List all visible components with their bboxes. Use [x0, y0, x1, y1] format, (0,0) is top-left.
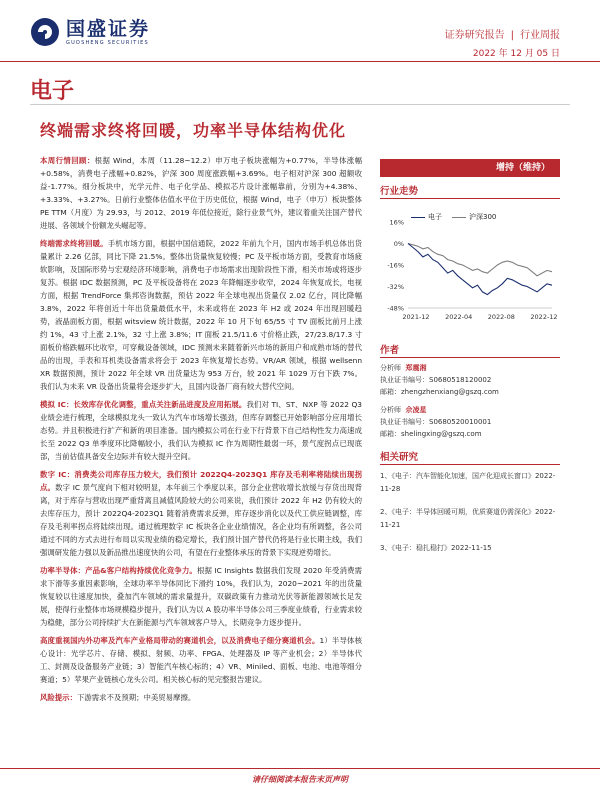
trend-chart: [380, 208, 560, 328]
series-line-1: [408, 244, 552, 276]
legend-label: 电子: [428, 213, 442, 221]
paragraph-lead: 终端需求终将回暖。: [40, 239, 108, 248]
trend-title: 行业走势: [380, 186, 419, 197]
author-name: 佘凌星: [405, 406, 427, 414]
footer-divider: [0, 768, 600, 769]
industry-divider: [30, 104, 570, 105]
author-block: [380, 362, 499, 398]
paragraph-text: 手机市场方面，根据中国信通院，2022 年前九个月，国内市场手机总体出货量累计 2.26 亿部，同比下降 21.5%。整体出货量恢复较慢；PC 及平板市场方面，受教育市场疲软影响，及国际形势与宏观经济环境影响，消费电子市场需求出现阶段性下滑，相关市场或将逐步复苏。根据 IDC 数据预测，PC 及平板设备将在 2023 年降幅逐步收窄，2024 年恢复成长，电视方面，根据 TrendForce 集邦咨询数据，预估 2022 年全球电视出货量仅 2.02 亿台，同比降幅 3.8%，2022 年将创近十年出货量最低水平，未来或将在 2023 年 H2 或 2024 年出现回暖趋势，液晶面板方面，根据 witsview 统计数据，2022 年 10 月下旬 65/55 寸 TV 面板比前月上涨约 1%，43 寸上涨 2.1%，32 寸上涨 3.8%；IT 面板 21.5/11.6 寸价格止跌，27/23.8/17.3 寸面板价格跌幅环比收窄，可穿戴设备领域，IDC 预测未来随着新兴市场的新用户和成熟市场的替代品的出现，手表和耳机类设备需求将会于 2023 年恢复增长态势。VR/AR 领域，根据 wellsenn XR 数据预测，预计 2022 年全球 VR 出货量达为 953 万台，较 2021 年 1029 万台下跌 7%。我们认为未来 VR 设备出货量将会逐步扩大，且国内设备厂商有较大替代空间。: [40, 239, 362, 391]
paragraph: [40, 398, 362, 463]
paragraph-lead: 风险提示：: [40, 693, 77, 702]
related-item[interactable]: 1、《电子：汽车智能化加速，国产化迎成长窗口》2022-11-28: [380, 472, 556, 493]
related-item[interactable]: 2、《电子：半导体回暖可期，优质赛道仍需深化》2022-11-21: [380, 508, 556, 529]
author-name-line: [380, 404, 491, 416]
main-body: [40, 154, 362, 709]
author-email-line: [380, 428, 491, 440]
paragraph: [40, 634, 362, 686]
paragraph-text: 1）半导体核心设计：光学芯片、存储、模拟、射频、功率、FPGA、处理器及 IP 等产业机会；2）半导体代工、封测及设备服务产业链；3）智能汽车核心标的；4）VR、Miniled、面板、电池、电池等细分赛道；5）苹果产业链核心龙头公司。相关核心标的见完整报告建议。: [40, 636, 362, 684]
paragraph-lead: 模拟 IC：长效库存优化调整，重点关注新品进度及应用拓展。: [40, 400, 247, 409]
header-divider: [0, 61, 600, 62]
paragraph-lead: 数字 IC：消费类公司库存压力较大，我们预计 2022Q4-2023Q1 库存及毛利率将陆续出现拐点。: [40, 470, 362, 492]
x-tick-label: 2022-04: [445, 313, 473, 321]
author-role: 分析师: [380, 406, 401, 414]
footer-disclaimer: 请仔细阅读本报告末页声明: [252, 775, 348, 784]
cert-label: 执业证书编号：: [380, 376, 429, 384]
industry-title: 电子: [30, 78, 75, 104]
header-separator: |: [510, 30, 514, 41]
report-date: 2022 年 12 月 05 日: [472, 49, 560, 59]
paragraph: [40, 691, 362, 704]
author-email-line: [380, 386, 499, 398]
y-tick-label: -48%: [387, 304, 404, 313]
paragraph-lead: 本周行情回顾：: [40, 156, 95, 165]
author-cert-line: [380, 374, 499, 386]
paragraph: [40, 237, 362, 393]
paragraph: [40, 468, 362, 559]
related-divider: [380, 464, 560, 465]
author-cert-line: [380, 416, 491, 428]
brand-logo-icon: [30, 17, 60, 47]
author-role: 分析师: [380, 364, 401, 372]
paragraph-text: 下游需求不及预期；中美贸易摩擦。: [76, 693, 196, 702]
paragraph-text: 数字 IC 景气度向下相对较明显，本年前三个季度以来，部分企业营收增长放缓与存货出现背离，对于库存与营收出现严重背离且减值风险较大的公司来说，我们预计 2022 年 H2 仍有较大的去库存压力，预计 2022Q4-2023Q1 随着消费需求反弹，库存逐步消化以及代工供应链调整，库存及毛利率拐点将陆续出现。通过梳理数字 IC 板块各企业业绩情况，各企业均有所调整，各公司通过不同的方式去进行布局以实现业绩的稳定增长，我们预计国产替代仍将是行业长期主线，我们强调研发能力强以及新品推出速度快的公司，有望在行业整体承压的背景下实现逆势增长。: [40, 483, 362, 557]
author-email[interactable]: shelingxing@gszq.com: [401, 430, 482, 438]
paragraph: [40, 154, 362, 232]
y-tick-label: -32%: [387, 283, 404, 291]
paragraph-text: 我们对 TI、ST、NXP 等 2022 Q3 业绩会进行梳理，全球模拟龙头一致认为汽车市场增长强劲，但库存调整已开始影响部分应用增长态势。并且积极进行扩产和新的项目准备。国内模拟公司在行业下行背景下自己结构性发力高速成长至 2022 Q3 单季度环比降幅较小，我们认为模拟 IC 作为周期性最弱一环，景气度拐点已现底部，当前估值具备安全边际并有较大提升空间。: [40, 400, 362, 461]
related-title: 相关研究: [380, 452, 419, 463]
email-label: 邮箱：: [380, 430, 401, 438]
x-tick-label: 2021-12: [402, 313, 430, 321]
report-type-label: 证券研究报告: [444, 30, 505, 41]
report-headline: 终端需求终将回暖，功率半导体结构优化: [40, 121, 347, 140]
report-sub-label: 行业周报: [520, 30, 560, 41]
related-item[interactable]: 3、《电子：稳扎稳打》2022-11-15: [380, 544, 492, 552]
series-line-0: [408, 244, 552, 295]
author-title: 作者: [380, 345, 400, 356]
email-label: 邮箱：: [380, 388, 401, 396]
author-name-line: [380, 362, 499, 374]
report-type: [445, 26, 560, 41]
author-cert: S0680520010001: [429, 418, 492, 426]
author-name: 郑震湘: [405, 364, 427, 372]
author-block: [380, 404, 491, 440]
paragraph: [40, 564, 362, 629]
author-cert: S0680518120002: [429, 376, 492, 384]
paragraph-text: 根据 IC Insights 数据我们发现 2020 年受消费需求下滑等多重因素影响，全球功率半导体同比下滑约 10%，我们认为，2020~2021 年的出货量恢复较以往速度加快，叠加汽车领域的需求量提升，双碳政策有力推动光伏等新能源领域长足发展，使得行业整体市场规模稳步提升，我们认为以 A 股功率半导体公司三季度业绩看，行业需求较为稳健，部分公司持续扩大在新能源与汽车领域客户导入，长期竞争力逐步提升。: [40, 566, 362, 627]
paragraph-lead: 功率半导体：产品&客户结构持续优化竞争力。: [40, 566, 197, 575]
brand-logo: [30, 17, 150, 47]
cert-label: 执业证书编号：: [380, 418, 429, 426]
y-tick-label: 0%: [393, 240, 404, 248]
x-tick-label: 2022-12: [530, 313, 558, 321]
trend-divider: [380, 198, 560, 199]
legend-label: 沪深300: [469, 213, 497, 221]
y-tick-label: 16%: [389, 218, 404, 227]
paragraph-text: 根据 Wind，本周（11.28~12.2）申万电子板块涨幅为+0.77%，半导体涨幅+0.58%，消费电子涨幅+0.82%，沪深 300 周度涨跌幅+3.69%。电子相对沪深 300 超额收益-1.77%。细分板块中，光学元件、电子化学品、模拟芯片设计涨幅靠前，分别为+4.38%、+3.33%、+3.27%。日前行业整体估值水平位于历史低位，根据 Wind，电子（申万）板块整体 PE TTM（月度）为 29.93，与 2012、2019 年低位接近，除行业景气外，建议着重关注国产替代进展、各领域个份额龙头崛起等。: [40, 156, 362, 230]
author-divider: [380, 357, 560, 358]
x-tick-label: 2022-08: [487, 313, 515, 321]
paragraph-lead: 高度重视国内外功率及汽车产业格局带动的赛道机会，以及消费电子细分赛道机会。: [40, 636, 320, 645]
y-tick-label: -16%: [387, 261, 404, 270]
rating-badge: 增持（维持）: [380, 159, 560, 177]
author-email[interactable]: zhengzhenxiang@gszq.com: [401, 388, 499, 396]
brand-name: 国盛证券: [66, 17, 151, 40]
brand-name-en: GUOSHENG SECURITIES: [66, 39, 149, 46]
